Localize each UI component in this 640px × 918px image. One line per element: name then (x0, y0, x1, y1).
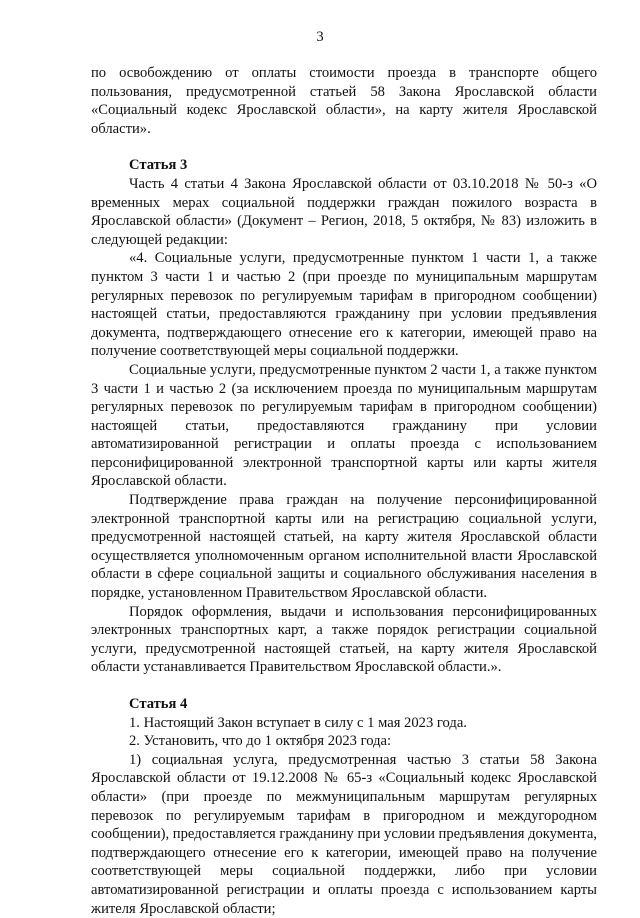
article-4-paragraph: 1. Настоящий Закон вступает в силу с 1 мая 2023 года. (129, 714, 467, 731)
intro-paragraph: по освобождению от оплаты стоимости проезда в транспорте общего пользования, предусмотренной статьей 58 Закона Ярославской области «Социальный кодекс Ярославской области», на карту жителя Ярославской области». (91, 65, 597, 137)
article-4-paragraph: 2. Установить, что до 1 октября 2023 года: (129, 733, 392, 750)
page-number: 3 (316, 29, 324, 45)
article-4-heading: Статья 4 (129, 696, 188, 712)
article-3-paragraph: Порядок оформления, выдачи и использования персонифицированных электронных транспортных карт, а также порядок регистрации социальной услуги, предусмотренной настоящей статьей, на карту жителя Ярославской области устанавливается Правительством Ярославской области.». (91, 603, 597, 676)
article-3-paragraph: Часть 4 статьи 4 Закона Ярославской области от 03.10.2018 № 50-з «О временных мерах социальной поддержки граждан пожилого возраста в Ярославской области» (Документ – Регион, 2018, 5 октября, № 83) изложить в следующей редакции: (91, 175, 597, 248)
article-3-paragraph: «4. Социальные услуги, предусмотренные пунктом 1 части 1, а также пунктом 3 части 1 и частью 2 (при проезде по муниципальным маршрутам регулярных перевозок по регулируемым тарифам в пригородном сообщении) настоящей статьи, предоставляются гражданину при условии предъявления документа, подтверждающего отнесение его к категории, имеющей право на получение соответствующей меры социальной поддержки. (91, 250, 597, 360)
article-4-paragraph: 1) социальная услуга, предусмотренная частью 3 статьи 58 Закона Ярославской области от 19.12.2008 № 65-з «Социальный кодекс Ярославской области» (при проезде по межмуниципальным маршрутам регулярных перевозок по регулируемым тарифам в пригородном и междугородном сообщении), предоставляется гражданину при условии предъявления документа, подтверждающего отнесение его к категории, имеющей право на получение соответствующей меры социальной поддержки, либо при условии автоматизированной регистрации и оплаты проезда с использованием карты жителя Ярославской области; (91, 751, 597, 917)
article-3-heading: Статья 3 (129, 157, 188, 174)
document-body (91, 64, 597, 918)
article-3-paragraph: Социальные услуги, предусмотренные пунктом 2 части 1, а также пунктом 3 части 1 и частью 2 (за исключением проезда по муниципальным маршрутам регулярных перевозок по регулируемым тарифам в пригородном сообщении) настоящей статьи, предоставляются гражданину при условии автоматизированной регистрации и оплаты проезда с использованием персонифицированной электронной транспортной карты или карты жителя Ярославской области. (91, 361, 597, 490)
article-3-paragraph: Подтверждение права граждан на получение персонифицированной электронной транспортной карты или на регистрацию социальной услуги, предусмотренной настоящей статьей, на карту жителя Ярославской области осуществляется уполномоченным органом исполнительной власти Ярославской области в сфере социальной защиты и социального обслуживания населения в порядке, установленном Правительством Ярославской области. (91, 492, 597, 602)
